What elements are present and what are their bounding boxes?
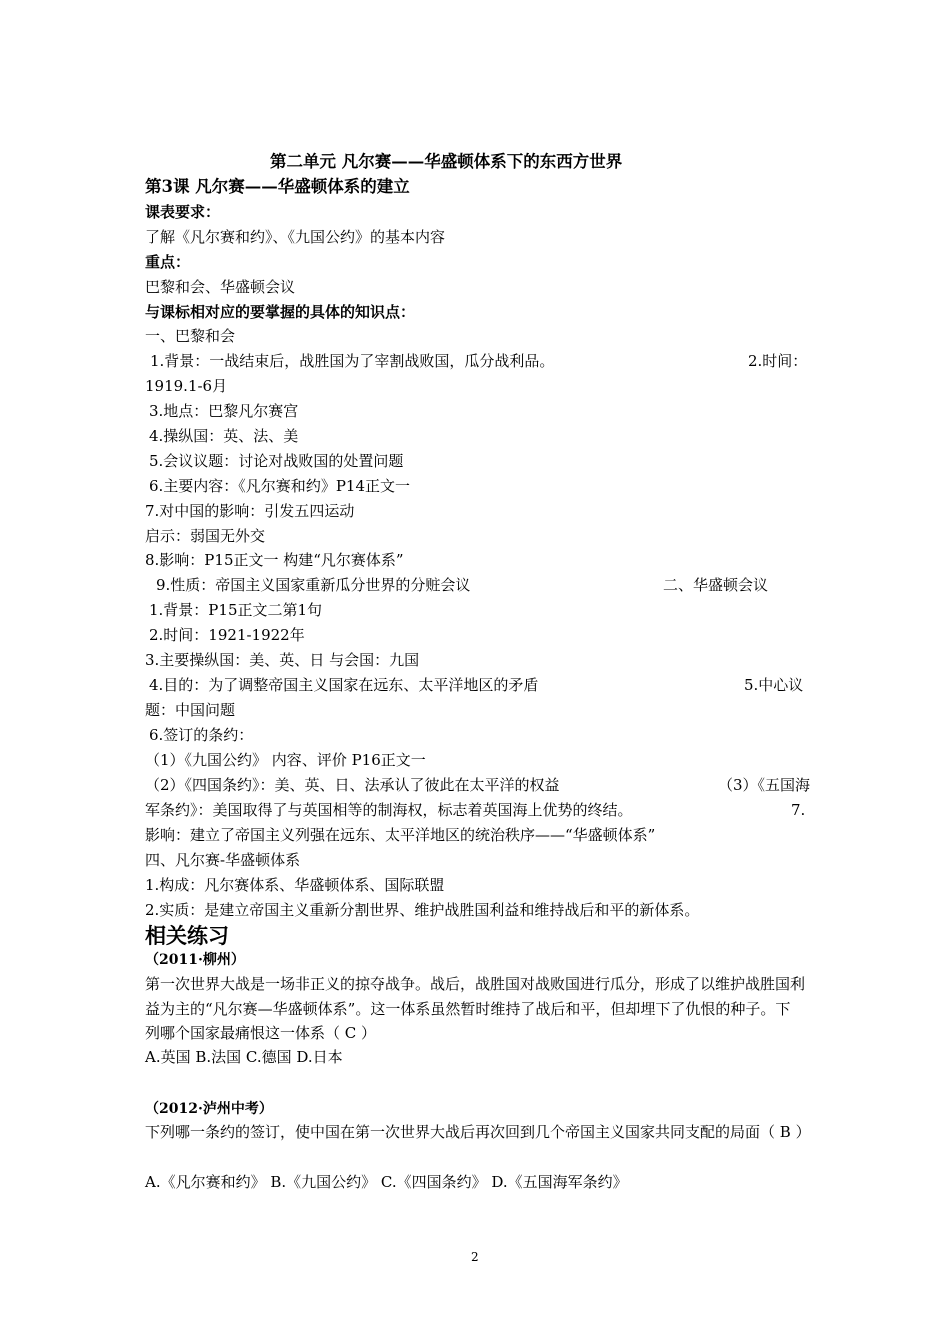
paris-influence: 8.影响：P15正文一 构建“凡尔赛体系” xyxy=(145,551,404,569)
system-composition: 1.构成：凡尔赛体系、华盛顿体系、国际联盟 xyxy=(145,876,445,894)
question-1-stem: 第一次世界大战是一场非正义的掠夺战争。战后，战胜国对战败国进行瓜分，形成了以维护战胜国利益为主的“凡尔赛—华盛顿体系”。这一体系虽然暂时维持了战后和平，但却埋下了仇恨的种子。下列哪个国家最痛恨这一体系（ C ） xyxy=(145,975,806,1042)
washington-treaties-label: 6.签订的条约： xyxy=(149,726,254,744)
paris-controllers: 4.操纵国：英、法、美 xyxy=(149,427,299,445)
standard-label: 课表要求： xyxy=(145,203,221,221)
question-2-stem: 下列哪一条约的签订，使中国在第一次世界大战后再次回到几个帝国主义国家共同支配的局面（ B ） xyxy=(145,1123,811,1141)
section-paris-heading: 一、巴黎和会 xyxy=(145,327,236,345)
question-1-options: A.英国 B.法国 C.德国 D.日本 xyxy=(145,1048,343,1066)
points-label: 与课标相对应的要掌握的具体的知识点： xyxy=(145,303,416,321)
section-washington-heading: 二、华盛顿会议 xyxy=(663,576,769,594)
lesson-title: 第3课 凡尔赛——华盛顿体系的建立 xyxy=(145,177,410,196)
washington-time: 2.时间：1921-1922年 xyxy=(149,626,305,644)
washington-impact: 影响：建立了帝国主义列强在远东、太平洋地区的统治秩序——“华盛顿体系” xyxy=(145,826,656,844)
question-2-options: A.《凡尔赛和约》 B.《九国公约》 C.《四国条约》 D.《五国海军条约》 xyxy=(145,1173,628,1191)
paris-background: 1.背景：一战结束后，战胜国为了宰割战败国，瓜分战利品。 xyxy=(150,352,555,370)
standard-text: 了解《凡尔赛和约》、《九国公约》的基本内容 xyxy=(145,228,446,246)
question-2-source: （2012·泸州中考） xyxy=(145,1101,273,1117)
paris-content: 6.主要内容：《凡尔赛和约》P14正文一 xyxy=(149,477,410,495)
paris-lesson: 启示：弱国无外交 xyxy=(145,527,266,545)
treaty-five-power-end: 军条约》：美国取得了与英国相等的制海权，标志着英国海上优势的终结。 xyxy=(145,801,633,819)
paris-time-label: 2.时间： xyxy=(748,352,808,370)
key-text: 巴黎和会、华盛顿会议 xyxy=(145,278,296,296)
treaty-four-power: （2）《四国条约》：美、英、日、法承认了彼此在太平洋的权益 xyxy=(145,776,560,794)
washington-topic-value: 题：中国问题 xyxy=(145,701,236,719)
paris-china-impact: 7.对中国的影响：引发五四运动 xyxy=(145,502,355,520)
paris-agenda: 5.会议议题：讨论对战败国的处置问题 xyxy=(149,452,404,470)
paris-time-value: 1919.1-6月 xyxy=(145,377,228,395)
treaty-five-power-start: （3）《五国海 xyxy=(718,776,811,794)
washington-purpose: 4.目的：为了调整帝国主义国家在远东、太平洋地区的矛盾 xyxy=(149,676,539,694)
section-system-heading: 四、凡尔赛-华盛顿体系 xyxy=(145,851,301,869)
washington-background: 1.背景：P15正文二第1句 xyxy=(149,601,323,619)
treaty-nine-power: （1）《九国公约》 内容、评价 P16正文一 xyxy=(145,751,426,769)
unit-title: 第二单元 凡尔赛——华盛顿体系下的东西方世界 xyxy=(270,152,623,171)
washington-topic-label: 5.中心议 xyxy=(744,676,804,694)
key-label: 重点： xyxy=(145,253,191,271)
washington-impact-label: 7. xyxy=(791,801,806,819)
question-1-source: （2011·柳州） xyxy=(145,952,245,968)
paris-location: 3.地点：巴黎凡尔赛宫 xyxy=(149,402,299,420)
paris-nature: 9.性质：帝国主义国家重新瓜分世界的分赃会议 xyxy=(156,576,471,594)
washington-controllers: 3.主要操纵国：美、英、日 与会国：九国 xyxy=(145,651,420,669)
system-essence: 2.实质：是建立帝国主义重新分割世界、维护战胜国利益和维持战后和平的新体系。 xyxy=(145,901,700,919)
practice-title: 相关练习 xyxy=(145,923,229,948)
page-number: 2 xyxy=(471,1250,479,1264)
